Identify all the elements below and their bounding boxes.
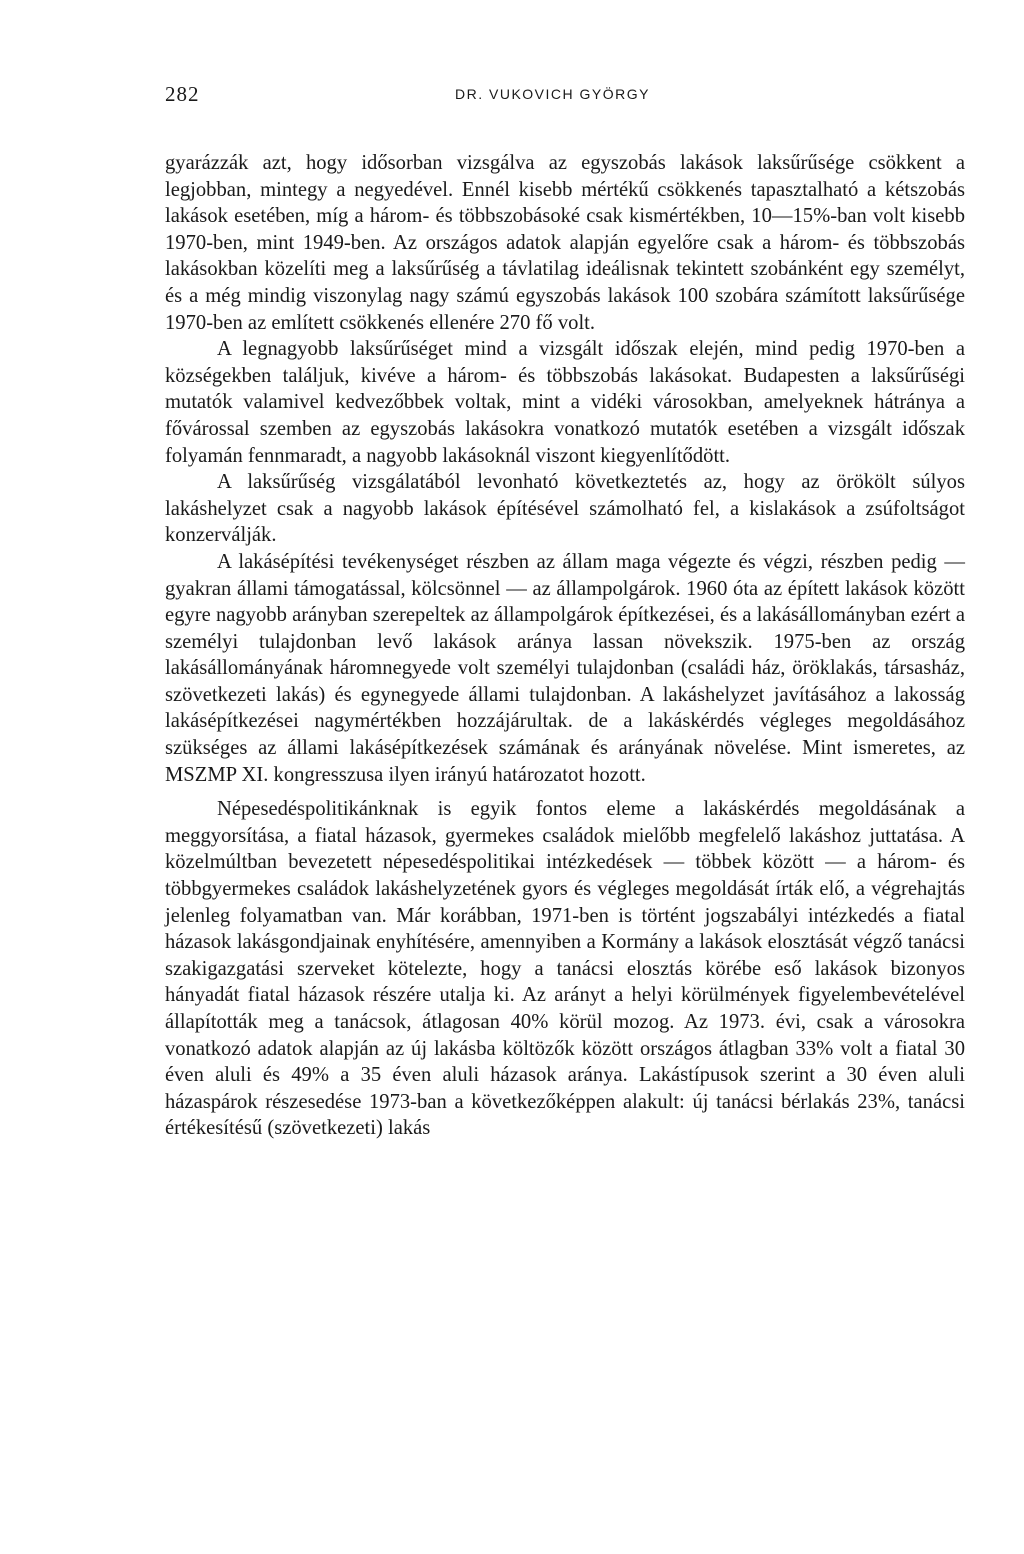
- page-number: 282: [165, 82, 200, 106]
- paragraph: A laksűrűség vizsgálatából levonható következtetés az, hogy az örökölt súlyos lakáshelyzet csak a nagyobb lakások építésével számolható fel, a kislakások a zsúfoltságot konzerválják.: [165, 471, 965, 547]
- paragraph: A lakásépítési tevékenységet részben az állam maga végezte és végzi, részben pedig — gyakran állami támogatással, kölcsönnel — az állampolgárok. 1960 óta az épített lakások között egyre nagyobb arányban szerepeltek az állampolgárok építkezései, és a lakásállományban ezért a személyi tulajdonban levő lakások aránya lassan növekszik. 1975-ben az ország lakásállományának háromnegyede volt személyi tulajdonban (családi ház, öröklakás, társasház, szövetkezeti lakás) és egynegyede állami tulajdonban. A lakáshelyzet javításához a lakosság lakásépítkezései nagymértékben hozzájárultak. de a lakáskérdés végleges megoldásához szükséges az állami lakásépítkezések számának és arányának növelése. Mint ismeretes, az MSZMP XI. kongresszusa ilyen irányú határozatot hozott.: [165, 550, 965, 786]
- paragraph: A legnagyobb laksűrűséget mind a vizsgált időszak elején, mind pedig 1970-ben a községekben találjuk, kivéve a három- és többszobás lakásokat. Budapesten a laksűrűségi mutatók valamivel kedvezőbbek voltak, mint a vidéki városokban, amelyeknek hátránya a fővárossal szemben az egyszobás lakásokra vonatkozó mutatók esetében a vizsgált időszak folyamán fennmaradt, a nagyobb lakásoknál viszont kiegyenlítődött.: [165, 338, 965, 467]
- paragraph: Népesedéspolitikánknak is egyik fontos eleme a lakáskérdés megoldásának a meggyorsítása, a fiatal házasok, gyermekes családok mielőbb megfelelő lakáshoz juttatása. A közelmúltban bevezetett népesedéspolitikai intézkedések — többek között — a három- és többgyermekes családok lakáshelyzetének gyors és végleges megoldását írták elő, a végrehajtás jelenleg folyamatban van. Már korábban, 1971-ben is történt jogszabályi intézkedés a fiatal házasok lakásgondjainak enyhítésére, amennyiben a Kormány a lakások elosztását végző tanácsi szakigazgatási szerveket kötelezte, hogy a tanácsi elosztás körébe eső lakások bizonyos hányadát fiatal házasok részére utalja ki. Az arányt a helyi körülmények figyelembevételével állapították meg a tanácsok, átlagosan 40% körül mozog. Az 1973. évi, csak a városokra vonatkozó adatok alapján az új lakásba költözők között országos átlagban 33% volt a fiatal 30 éven aluli és 49% a 35 éven aluli házasok aránya. Lakástípusok szerint a 30 éven aluli házaspárok részesedése 1973-ban a következőképpen alakult: új tanácsi bérlakás 23%, tanácsi értékesítésű (szövetkezeti) lakás: [165, 798, 965, 1140]
- body-text: [165, 150, 965, 1142]
- paragraph: gyarázzák azt, hogy idősorban vizsgálva az egyszobás lakások laksűrűsége csökkent a legjobban, mintegy a negyedével. Ennél kisebb mértékű csökkenés tapasztalható a kétszobás lakások esetében, míg a három- és többszobásoké csak kismértékben, 10—15%-ban volt kisebb 1970-ben, mint 1949-ben. Az országos adatok alapján egyelőre csak a három- és többszobás lakásokban közelíti meg a laksűrűség a távlatilag ideálisnak tekintett szobánként egy személyt, és a még mindig viszonylag nagy számú egyszobás lakások 100 szobára számított laksűrűsége 1970-ben az említett csökkenés ellenére 270 fő volt.: [165, 152, 965, 334]
- running-head: DR. VUKOVICH GYÖRGY: [455, 86, 650, 102]
- page-header: [165, 82, 965, 118]
